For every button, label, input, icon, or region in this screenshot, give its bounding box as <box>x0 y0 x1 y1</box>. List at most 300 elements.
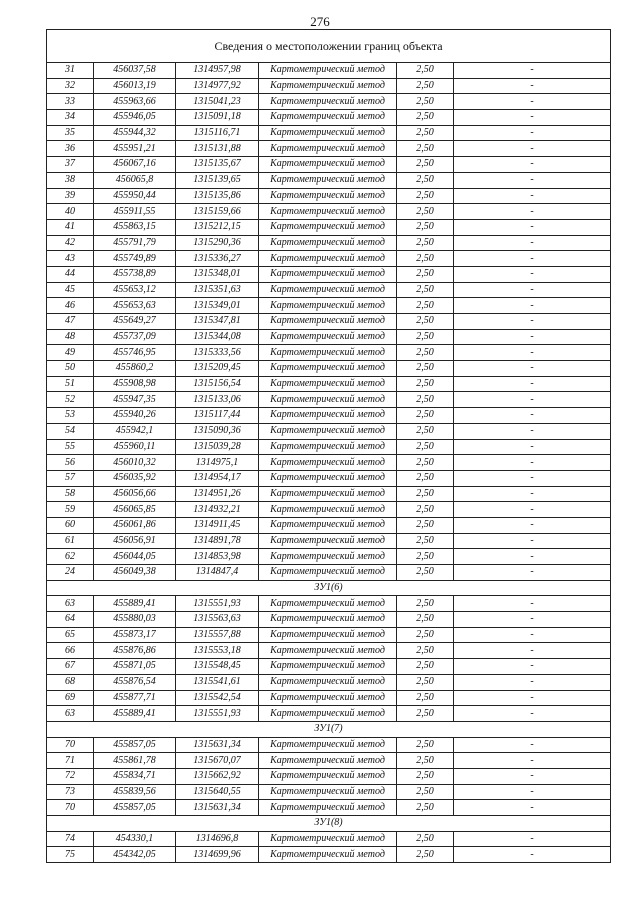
accuracy-cell: 2,50 <box>397 517 454 533</box>
coord-x-cell: 455861,78 <box>94 753 176 769</box>
accuracy-cell: 2,50 <box>397 376 454 392</box>
table-row <box>47 78 611 94</box>
coord-x-cell: 455863,15 <box>94 219 176 235</box>
table-row <box>47 847 611 863</box>
table-row <box>47 831 611 847</box>
coord-x-cell: 456061,86 <box>94 517 176 533</box>
point-number-cell: 68 <box>47 674 94 690</box>
point-number-cell: 57 <box>47 470 94 486</box>
method-cell: Картометрический метод <box>259 784 397 800</box>
description-cell: - <box>454 612 611 628</box>
description-cell: - <box>454 266 611 282</box>
method-cell: Картометрический метод <box>259 78 397 94</box>
coord-x-cell: 456044,05 <box>94 549 176 565</box>
boundary-coordinates-table <box>46 29 611 863</box>
description-cell: - <box>454 345 611 361</box>
method-cell: Картометрический метод <box>259 110 397 126</box>
point-number-cell: 65 <box>47 627 94 643</box>
method-cell: Картометрический метод <box>259 125 397 141</box>
table-row <box>47 502 611 518</box>
coord-y-cell: 1315091,18 <box>176 110 259 126</box>
coord-y-cell: 1315209,45 <box>176 361 259 377</box>
accuracy-cell: 2,50 <box>397 172 454 188</box>
method-cell: Картометрический метод <box>259 314 397 330</box>
coord-x-cell: 456035,92 <box>94 470 176 486</box>
point-number-cell: 62 <box>47 549 94 565</box>
point-number-cell: 75 <box>47 847 94 863</box>
coord-x-cell: 455857,05 <box>94 737 176 753</box>
point-number-cell: 53 <box>47 408 94 424</box>
table-row <box>47 94 611 110</box>
table-row <box>47 110 611 126</box>
table-row <box>47 596 611 612</box>
method-cell: Картометрический метод <box>259 533 397 549</box>
accuracy-cell: 2,50 <box>397 63 454 79</box>
table-row <box>47 612 611 628</box>
accuracy-cell: 2,50 <box>397 314 454 330</box>
method-cell: Картометрический метод <box>259 298 397 314</box>
description-cell: - <box>454 219 611 235</box>
description-cell: - <box>454 204 611 220</box>
description-cell: - <box>454 78 611 94</box>
description-cell: - <box>454 376 611 392</box>
coord-y-cell: 1315557,88 <box>176 627 259 643</box>
method-cell: Картометрический метод <box>259 737 397 753</box>
table-row <box>47 219 611 235</box>
table-row <box>47 423 611 439</box>
description-cell: - <box>454 172 611 188</box>
coord-y-cell: 1315348,01 <box>176 266 259 282</box>
coord-x-cell: 454330,1 <box>94 831 176 847</box>
accuracy-cell: 2,50 <box>397 251 454 267</box>
accuracy-cell: 2,50 <box>397 800 454 816</box>
description-cell: - <box>454 596 611 612</box>
coord-x-cell: 455950,44 <box>94 188 176 204</box>
coord-y-cell: 1314696,8 <box>176 831 259 847</box>
description-cell: - <box>454 125 611 141</box>
method-cell: Картометрический метод <box>259 674 397 690</box>
coord-x-cell: 455877,71 <box>94 690 176 706</box>
coord-y-cell: 1314951,26 <box>176 486 259 502</box>
point-number-cell: 74 <box>47 831 94 847</box>
coord-x-cell: 455946,05 <box>94 110 176 126</box>
coord-x-cell: 456065,85 <box>94 502 176 518</box>
accuracy-cell: 2,50 <box>397 596 454 612</box>
method-cell: Картометрический метод <box>259 282 397 298</box>
coord-y-cell: 1314699,96 <box>176 847 259 863</box>
method-cell: Картометрический метод <box>259 423 397 439</box>
accuracy-cell: 2,50 <box>397 565 454 581</box>
coord-x-cell: 455889,41 <box>94 596 176 612</box>
coord-y-cell: 1315551,93 <box>176 596 259 612</box>
table-row <box>47 800 611 816</box>
coord-y-cell: 1315135,67 <box>176 157 259 173</box>
coord-x-cell: 456010,32 <box>94 455 176 471</box>
accuracy-cell: 2,50 <box>397 737 454 753</box>
point-number-cell: 51 <box>47 376 94 392</box>
description-cell: - <box>454 768 611 784</box>
description-cell: - <box>454 690 611 706</box>
coord-y-cell: 1314957,98 <box>176 63 259 79</box>
method-cell: Картометрический метод <box>259 235 397 251</box>
coord-y-cell: 1314975,1 <box>176 455 259 471</box>
coord-y-cell: 1315563,63 <box>176 612 259 628</box>
accuracy-cell: 2,50 <box>397 204 454 220</box>
coord-y-cell: 1314891,78 <box>176 533 259 549</box>
coord-x-cell: 455791,79 <box>94 235 176 251</box>
table-row <box>47 376 611 392</box>
coord-x-cell: 455947,35 <box>94 392 176 408</box>
point-number-cell: 63 <box>47 596 94 612</box>
point-number-cell: 71 <box>47 753 94 769</box>
coord-x-cell: 455944,32 <box>94 125 176 141</box>
boundary-table-frame <box>46 29 610 863</box>
method-cell: Картометрический метод <box>259 768 397 784</box>
table-row <box>47 188 611 204</box>
table-row <box>47 784 611 800</box>
coord-y-cell: 1315159,66 <box>176 204 259 220</box>
coord-x-cell: 455834,71 <box>94 768 176 784</box>
accuracy-cell: 2,50 <box>397 110 454 126</box>
accuracy-cell: 2,50 <box>397 784 454 800</box>
coord-x-cell: 455839,56 <box>94 784 176 800</box>
point-number-cell: 70 <box>47 800 94 816</box>
description-cell: - <box>454 627 611 643</box>
coord-y-cell: 1315133,06 <box>176 392 259 408</box>
coord-y-cell: 1315670,07 <box>176 753 259 769</box>
description-cell: - <box>454 110 611 126</box>
method-cell: Картометрический метод <box>259 659 397 675</box>
coord-y-cell: 1314977,92 <box>176 78 259 94</box>
table-row <box>47 141 611 157</box>
method-cell: Картометрический метод <box>259 455 397 471</box>
coord-y-cell: 1315212,15 <box>176 219 259 235</box>
table-row <box>47 533 611 549</box>
accuracy-cell: 2,50 <box>397 502 454 518</box>
coord-x-cell: 455908,98 <box>94 376 176 392</box>
point-number-cell: 41 <box>47 219 94 235</box>
method-cell: Картометрический метод <box>259 800 397 816</box>
point-number-cell: 52 <box>47 392 94 408</box>
accuracy-cell: 2,50 <box>397 141 454 157</box>
description-cell: - <box>454 408 611 424</box>
table-row <box>47 643 611 659</box>
coord-x-cell: 455738,89 <box>94 266 176 282</box>
coord-y-cell: 1315333,56 <box>176 345 259 361</box>
table-row <box>47 204 611 220</box>
description-cell: - <box>454 470 611 486</box>
coord-y-cell: 1315351,63 <box>176 282 259 298</box>
point-number-cell: 47 <box>47 314 94 330</box>
point-number-cell: 69 <box>47 690 94 706</box>
description-cell: - <box>454 784 611 800</box>
coord-y-cell: 1315542,54 <box>176 690 259 706</box>
coord-y-cell: 1315156,54 <box>176 376 259 392</box>
description-cell: - <box>454 439 611 455</box>
description-cell: - <box>454 753 611 769</box>
coord-y-cell: 1315039,28 <box>176 439 259 455</box>
coord-x-cell: 455963,66 <box>94 94 176 110</box>
description-cell: - <box>454 423 611 439</box>
accuracy-cell: 2,50 <box>397 847 454 863</box>
table-row <box>47 627 611 643</box>
coord-x-cell: 456049,38 <box>94 565 176 581</box>
coord-y-cell: 1315290,36 <box>176 235 259 251</box>
coord-x-cell: 455749,89 <box>94 251 176 267</box>
point-number-cell: 48 <box>47 329 94 345</box>
method-cell: Картометрический метод <box>259 753 397 769</box>
coord-y-cell: 1315117,44 <box>176 408 259 424</box>
point-number-cell: 67 <box>47 659 94 675</box>
point-number-cell: 59 <box>47 502 94 518</box>
coord-y-cell: 1315131,88 <box>176 141 259 157</box>
method-cell: Картометрический метод <box>259 392 397 408</box>
point-number-cell: 54 <box>47 423 94 439</box>
description-cell: - <box>454 329 611 345</box>
method-cell: Картометрический метод <box>259 706 397 722</box>
accuracy-cell: 2,50 <box>397 408 454 424</box>
accuracy-cell: 2,50 <box>397 345 454 361</box>
description-cell: - <box>454 517 611 533</box>
section-heading: ЗУ1(8) <box>47 816 611 832</box>
table-row <box>47 282 611 298</box>
coord-x-cell: 455737,09 <box>94 329 176 345</box>
method-cell: Картометрический метод <box>259 643 397 659</box>
accuracy-cell: 2,50 <box>397 627 454 643</box>
accuracy-cell: 2,50 <box>397 266 454 282</box>
method-cell: Картометрический метод <box>259 157 397 173</box>
point-number-cell: 60 <box>47 517 94 533</box>
description-cell: - <box>454 643 611 659</box>
point-number-cell: 58 <box>47 486 94 502</box>
point-number-cell: 31 <box>47 63 94 79</box>
coord-x-cell: 455876,54 <box>94 674 176 690</box>
section-heading: ЗУ1(6) <box>47 580 611 596</box>
coord-x-cell: 455911,55 <box>94 204 176 220</box>
coord-y-cell: 1315662,92 <box>176 768 259 784</box>
accuracy-cell: 2,50 <box>397 94 454 110</box>
coord-x-cell: 456067,16 <box>94 157 176 173</box>
coord-y-cell: 1315631,34 <box>176 800 259 816</box>
method-cell: Картометрический метод <box>259 188 397 204</box>
coord-y-cell: 1315349,01 <box>176 298 259 314</box>
table-row <box>47 392 611 408</box>
coord-x-cell: 455653,12 <box>94 282 176 298</box>
accuracy-cell: 2,50 <box>397 690 454 706</box>
coord-y-cell: 1315631,34 <box>176 737 259 753</box>
point-number-cell: 39 <box>47 188 94 204</box>
description-cell: - <box>454 502 611 518</box>
point-number-cell: 44 <box>47 266 94 282</box>
accuracy-cell: 2,50 <box>397 329 454 345</box>
method-cell: Картометрический метод <box>259 141 397 157</box>
coord-x-cell: 455876,86 <box>94 643 176 659</box>
description-cell: - <box>454 533 611 549</box>
point-number-cell: 72 <box>47 768 94 784</box>
method-cell: Картометрический метод <box>259 376 397 392</box>
table-row <box>47 157 611 173</box>
coord-y-cell: 1314847,4 <box>176 565 259 581</box>
coord-x-cell: 455653,63 <box>94 298 176 314</box>
point-number-cell: 42 <box>47 235 94 251</box>
point-number-cell: 40 <box>47 204 94 220</box>
table-row <box>47 706 611 722</box>
table-row <box>47 470 611 486</box>
table-row <box>47 314 611 330</box>
coord-x-cell: 456056,66 <box>94 486 176 502</box>
point-number-cell: 36 <box>47 141 94 157</box>
accuracy-cell: 2,50 <box>397 659 454 675</box>
table-row <box>47 690 611 706</box>
description-cell: - <box>454 831 611 847</box>
coord-y-cell: 1314954,17 <box>176 470 259 486</box>
coord-x-cell: 455746,95 <box>94 345 176 361</box>
table-row <box>47 768 611 784</box>
coord-y-cell: 1315553,18 <box>176 643 259 659</box>
coord-y-cell: 1315347,81 <box>176 314 259 330</box>
description-cell: - <box>454 235 611 251</box>
coord-y-cell: 1315541,61 <box>176 674 259 690</box>
method-cell: Картометрический метод <box>259 470 397 486</box>
method-cell: Картометрический метод <box>259 439 397 455</box>
table-row <box>47 345 611 361</box>
coord-x-cell: 455857,05 <box>94 800 176 816</box>
table-row <box>47 439 611 455</box>
point-number-cell: 64 <box>47 612 94 628</box>
coord-y-cell: 1315548,45 <box>176 659 259 675</box>
accuracy-cell: 2,50 <box>397 768 454 784</box>
accuracy-cell: 2,50 <box>397 78 454 94</box>
table-row <box>47 298 611 314</box>
description-cell: - <box>454 157 611 173</box>
method-cell: Картометрический метод <box>259 204 397 220</box>
method-cell: Картометрический метод <box>259 172 397 188</box>
method-cell: Картометрический метод <box>259 219 397 235</box>
method-cell: Картометрический метод <box>259 831 397 847</box>
accuracy-cell: 2,50 <box>397 361 454 377</box>
table-row <box>47 361 611 377</box>
coord-y-cell: 1315344,08 <box>176 329 259 345</box>
accuracy-cell: 2,50 <box>397 470 454 486</box>
accuracy-cell: 2,50 <box>397 674 454 690</box>
description-cell: - <box>454 392 611 408</box>
accuracy-cell: 2,50 <box>397 125 454 141</box>
point-number-cell: 56 <box>47 455 94 471</box>
accuracy-cell: 2,50 <box>397 455 454 471</box>
description-cell: - <box>454 455 611 471</box>
point-number-cell: 49 <box>47 345 94 361</box>
table-row <box>47 455 611 471</box>
coord-y-cell: 1315041,23 <box>176 94 259 110</box>
point-number-cell: 70 <box>47 737 94 753</box>
description-cell: - <box>454 298 611 314</box>
page-number: 276 <box>310 14 330 29</box>
method-cell: Картометрический метод <box>259 94 397 110</box>
method-cell: Картометрический метод <box>259 612 397 628</box>
accuracy-cell: 2,50 <box>397 157 454 173</box>
table-title: Сведения о местоположении границ объекта <box>47 30 611 63</box>
table-row <box>47 486 611 502</box>
method-cell: Картометрический метод <box>259 251 397 267</box>
accuracy-cell: 2,50 <box>397 423 454 439</box>
point-number-cell: 38 <box>47 172 94 188</box>
point-number-cell: 33 <box>47 94 94 110</box>
coord-x-cell: 455880,03 <box>94 612 176 628</box>
coord-x-cell: 455951,21 <box>94 141 176 157</box>
method-cell: Картометрический метод <box>259 345 397 361</box>
coord-y-cell: 1315551,93 <box>176 706 259 722</box>
table-row <box>47 172 611 188</box>
method-cell: Картометрический метод <box>259 361 397 377</box>
coord-x-cell: 456056,91 <box>94 533 176 549</box>
accuracy-cell: 2,50 <box>397 831 454 847</box>
coord-x-cell: 456037,58 <box>94 63 176 79</box>
point-number-cell: 50 <box>47 361 94 377</box>
method-cell: Картометрический метод <box>259 690 397 706</box>
point-number-cell: 66 <box>47 643 94 659</box>
section-heading-row <box>47 721 611 737</box>
coord-x-cell: 455942,1 <box>94 423 176 439</box>
description-cell: - <box>454 737 611 753</box>
coord-x-cell: 455873,17 <box>94 627 176 643</box>
coord-y-cell: 1315139,65 <box>176 172 259 188</box>
accuracy-cell: 2,50 <box>397 298 454 314</box>
method-cell: Картометрический метод <box>259 565 397 581</box>
table-title-row <box>47 30 611 63</box>
description-cell: - <box>454 141 611 157</box>
coord-x-cell: 456013,19 <box>94 78 176 94</box>
table-row <box>47 565 611 581</box>
point-number-cell: 24 <box>47 565 94 581</box>
description-cell: - <box>454 847 611 863</box>
method-cell: Картометрический метод <box>259 266 397 282</box>
accuracy-cell: 2,50 <box>397 753 454 769</box>
coord-y-cell: 1314932,21 <box>176 502 259 518</box>
accuracy-cell: 2,50 <box>397 439 454 455</box>
description-cell: - <box>454 706 611 722</box>
accuracy-cell: 2,50 <box>397 282 454 298</box>
point-number-cell: 55 <box>47 439 94 455</box>
coord-y-cell: 1315640,55 <box>176 784 259 800</box>
description-cell: - <box>454 94 611 110</box>
method-cell: Картометрический метод <box>259 502 397 518</box>
coord-x-cell: 455940,26 <box>94 408 176 424</box>
section-heading-row <box>47 816 611 832</box>
accuracy-cell: 2,50 <box>397 549 454 565</box>
table-row <box>47 266 611 282</box>
description-cell: - <box>454 314 611 330</box>
description-cell: - <box>454 565 611 581</box>
point-number-cell: 32 <box>47 78 94 94</box>
accuracy-cell: 2,50 <box>397 235 454 251</box>
method-cell: Картометрический метод <box>259 486 397 502</box>
method-cell: Картометрический метод <box>259 63 397 79</box>
accuracy-cell: 2,50 <box>397 612 454 628</box>
table-row <box>47 753 611 769</box>
method-cell: Картометрический метод <box>259 517 397 533</box>
point-number-cell: 37 <box>47 157 94 173</box>
accuracy-cell: 2,50 <box>397 486 454 502</box>
description-cell: - <box>454 361 611 377</box>
section-heading-row <box>47 580 611 596</box>
method-cell: Картометрический метод <box>259 549 397 565</box>
coord-y-cell: 1314911,45 <box>176 517 259 533</box>
table-row <box>47 251 611 267</box>
accuracy-cell: 2,50 <box>397 706 454 722</box>
method-cell: Картометрический метод <box>259 596 397 612</box>
table-row <box>47 329 611 345</box>
description-cell: - <box>454 63 611 79</box>
